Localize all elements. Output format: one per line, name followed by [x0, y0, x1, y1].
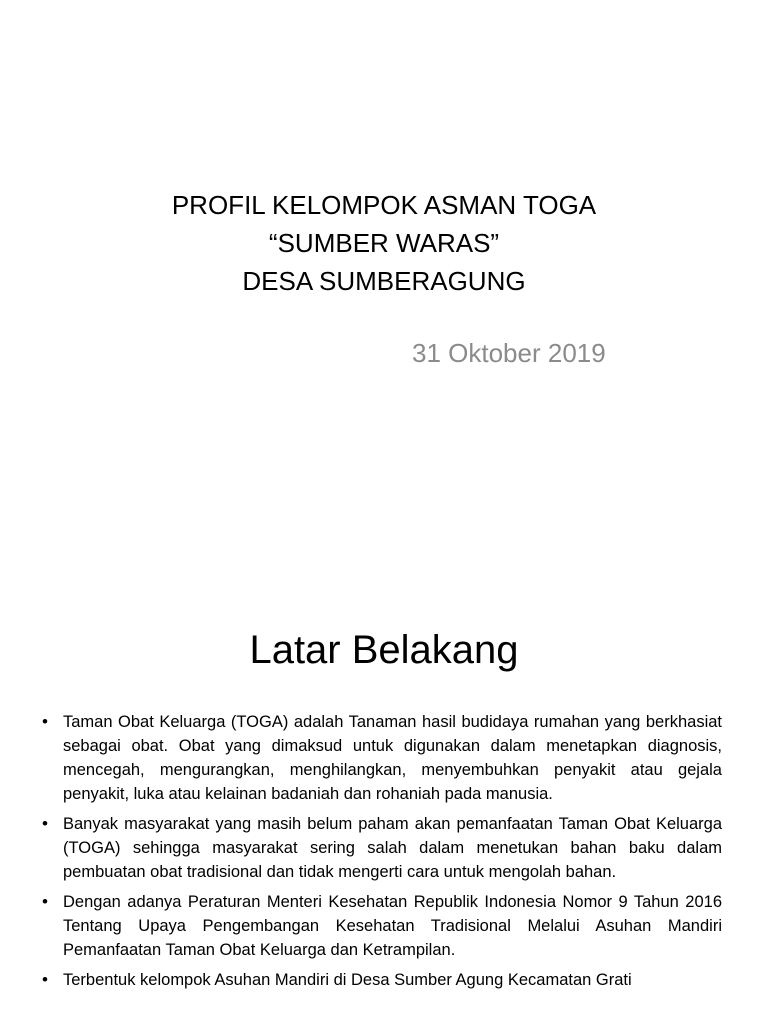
bullet-icon: • [42, 712, 48, 731]
title-line: “SUMBER WARAS” [268, 228, 500, 258]
background-slide [0, 576, 768, 1024]
bullet-item [40, 812, 722, 884]
bullet-text: Taman Obat Keluarga (TOGA) adalah Tanaman hasil budidaya rumahan yang berkhasiat sebagai obat. Obat yang dimaksud untuk digunakan dalam menetapkan diagnosis, mencegah, mengurangkan, menghilangkan, menyembuhkan penyakit atau gejala penyakit, luka atau kelainan badaniah dan rohaniah pada manusia. [63, 713, 722, 803]
slide-title [0, 186, 768, 300]
bullet-list [40, 710, 722, 998]
bullet-icon: • [42, 892, 48, 911]
bullet-item [40, 710, 722, 806]
title-line: PROFIL KELOMPOK ASMAN TOGA [171, 190, 597, 220]
bullet-item [40, 968, 722, 992]
bullet-icon: • [42, 970, 48, 989]
slide-date: 31 Oktober 2019 [412, 338, 606, 368]
bullet-icon: • [42, 814, 48, 833]
title-line: DESA SUMBERAGUNG [242, 266, 526, 296]
bullet-text: Banyak masyarakat yang masih belum paham akan pemanfaatan Taman Obat Keluarga (TOGA) sehingga masyarakat sering salah dalam menetukan bahan baku dalam pembuatan obat tradisional dan tidak mengerti cara untuk mengolah bahan. [63, 815, 722, 881]
bullet-item [40, 890, 722, 962]
bullet-text: Terbentuk kelompok Asuhan Mandiri di Desa Sumber Agung Kecamatan Grati [63, 971, 632, 989]
bullet-text: Dengan adanya Peraturan Menteri Kesehatan Republik Indonesia Nomor 9 Tahun 2016 Tentang Upaya Pengembangan Kesehatan Tradisional Melalui Asuhan Mandiri Pemanfaatan Taman Obat Keluarga dan Ketrampilan. [63, 893, 722, 959]
slide-heading: Latar Belakang [249, 628, 519, 672]
